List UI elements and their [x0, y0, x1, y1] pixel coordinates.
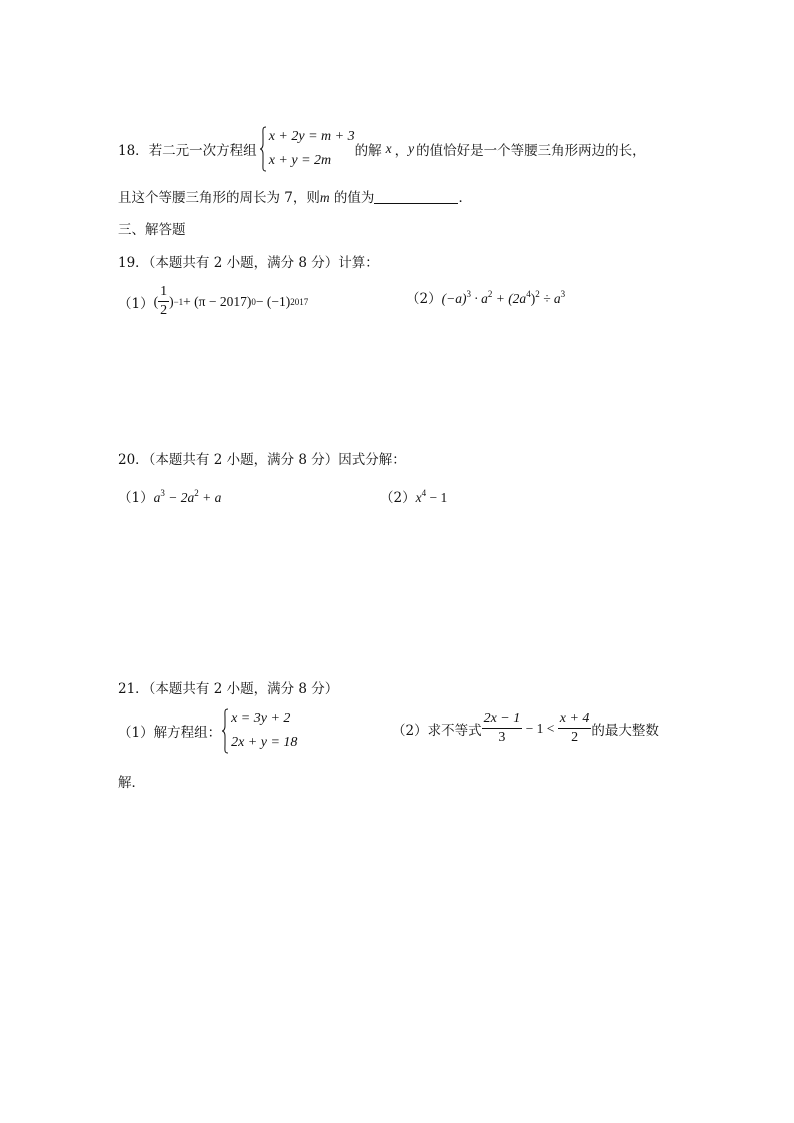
- q19-p1-label: （1）: [118, 295, 154, 312]
- q20-p2-a: x: [415, 490, 422, 505]
- q19-p1-mid: + (π − 2017): [183, 293, 252, 309]
- q19-p2-exp5: 3: [560, 289, 566, 299]
- q19-p1-open: (: [153, 293, 159, 309]
- q19-p1-num: 1: [158, 283, 169, 302]
- q19-p2-c: + (2a: [492, 291, 527, 306]
- q18-sep: ，: [394, 143, 409, 159]
- q19-part2: [406, 287, 565, 307]
- q18-equation-system: [259, 126, 355, 172]
- q21-p2-fraction1: [482, 710, 523, 747]
- q18-number: 18．: [118, 143, 149, 159]
- q19-p2-exp1: 3: [466, 289, 471, 299]
- q21-p2-num1: 2x − 1: [482, 710, 523, 729]
- q21-p2-num2: x + 4: [558, 710, 592, 729]
- q19-p2-b: · a: [470, 291, 488, 306]
- q21-p1-label: （1）解方程组：: [118, 725, 222, 741]
- brace-icon: [221, 708, 229, 754]
- q21-p2-suffix: 的最大整数: [591, 722, 659, 739]
- q21-p2-mid: − 1 <: [522, 720, 558, 736]
- q21-part2: [392, 710, 659, 747]
- q19-p1-close: ): [169, 293, 174, 309]
- q19-p2-label: （2）: [406, 291, 442, 307]
- q18-line2-a: 且这个等腰三角形的周长为 7，则: [118, 190, 320, 206]
- q18-answer-blank[interactable]: [374, 189, 458, 204]
- q19-p2-e: ÷ a: [539, 291, 561, 306]
- q19-part1: （1） ( $\frac{1}{2}$ ) −1 + (π − 2017) 0 − (−1) 2017: [118, 284, 309, 318]
- q18-line2: [118, 186, 472, 206]
- q21-p2-line2: 解．: [118, 775, 145, 791]
- q21-eq2: 2x + y = 18: [231, 735, 298, 750]
- q20-p1-exp1: 3: [160, 488, 165, 498]
- q20-p1-a: a: [153, 490, 161, 505]
- q21-equation-system: [221, 708, 297, 754]
- q20-p1-label: （1）: [118, 490, 154, 506]
- q18-line2-b: 的值为: [329, 190, 375, 206]
- q21-p2-fraction2: [558, 710, 592, 747]
- q19-p1-fraction: [158, 283, 169, 320]
- q20-part1: [118, 486, 221, 506]
- brace-icon: [259, 126, 267, 172]
- q18-var-y: y: [408, 141, 415, 156]
- q18-suffix-a: 的解: [354, 143, 382, 159]
- q20-p2-exp1: 4: [421, 488, 427, 498]
- q18-prefix: 若二元一次方程组: [148, 143, 257, 159]
- q21-p2-den2: 2: [571, 730, 579, 745]
- q18-var-x: x: [385, 141, 392, 156]
- q18-suffix-b: 的值恰好是一个等腰三角形两边的长，: [416, 143, 646, 159]
- q19-p2-exp2: 2: [487, 289, 493, 299]
- q18-eq1: x + 2y = m + 3: [268, 129, 355, 144]
- q19-p2-d: ): [530, 291, 536, 306]
- q21-p2-label: （2）求不等式: [392, 722, 482, 739]
- q19-p2-exp3: 4: [526, 289, 531, 299]
- q20-p2-b: − 1: [426, 490, 448, 505]
- q20-p1-b: − 2a: [164, 490, 195, 505]
- q20-p1-exp2: 2: [194, 488, 199, 498]
- q21-p2-den1: 3: [498, 730, 506, 745]
- q21-header: 21．（本题共有 2 小题，满分 8 分）: [118, 681, 339, 697]
- q19-p2-a: (−a): [441, 291, 467, 306]
- q20-header: 20．（本题共有 2 小题，满分 8 分）因式分解：: [118, 452, 406, 468]
- q20-p2-label: （2）: [380, 490, 416, 506]
- q19-header: 19．（本题共有 2 小题，满分 8 分）计算：: [118, 255, 379, 271]
- q18-eq2: x + y = 2m: [268, 153, 332, 168]
- q20-p1-c: + a: [198, 490, 222, 505]
- q18-var-m: m: [319, 190, 330, 205]
- q18-end: ．: [458, 190, 472, 206]
- q19-p2-exp4: 2: [535, 289, 540, 299]
- section3-title: 三、解答题: [118, 222, 186, 238]
- q18-line1: [118, 126, 646, 172]
- q20-part2: [380, 486, 447, 506]
- q19-p1-den: 2: [160, 303, 168, 318]
- q21-part1: [118, 708, 297, 754]
- q19-p1-tail: − (−1): [255, 293, 291, 309]
- q21-eq1: x = 3y + 2: [231, 711, 291, 726]
